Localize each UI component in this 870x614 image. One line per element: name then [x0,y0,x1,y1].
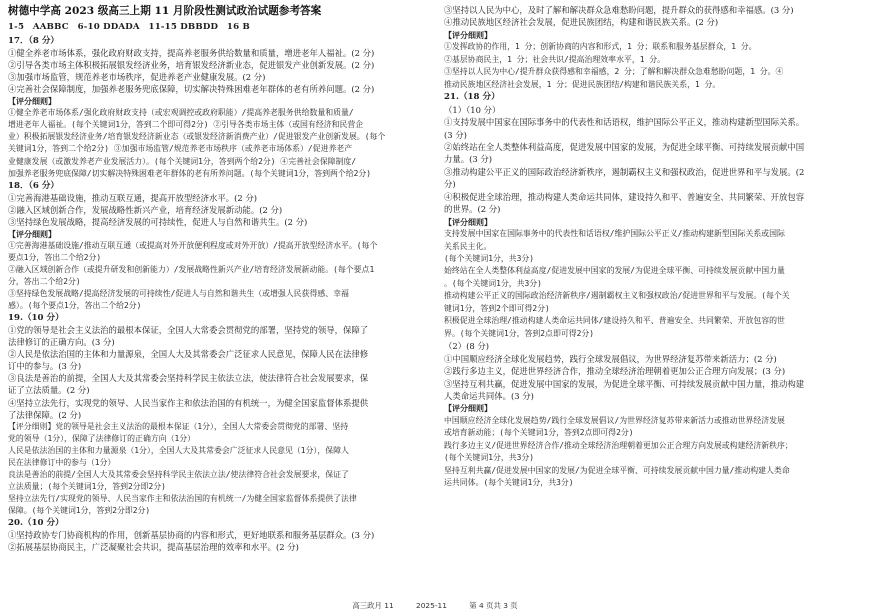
scoring-rule-line: 推动民族地区经济社会发展，1 分；促进民族团结/构建和谐民族关系，1 分。 [444,79,721,89]
answer-line: 的世界。(2 分) [444,204,501,215]
scoring-rule-line: 运共同体。(每个关键词1分，共3分) [444,478,574,488]
scoring-rule-line: ①发挥政协的作用，1 分；创新协商的内容和形式，1 分；联系和服务基层群众，1 分。 [444,42,757,52]
answer-line: ③良法是善治的前提，全国人大及其常委会坚持科学民主依法立法，使法律符合社会发展要求，保 [8,373,369,384]
answer-line: ①坚持政协专门协商机构的作用，创新基层协商的内容和形式，更好地联系和服务基层群众。(3 分) [8,530,375,541]
scoring-rules-heading: 【评分细则】 [444,403,492,414]
answer-line: ①中国顺应经济全球化发展趋势，践行全球发展倡议，为世界经济复苏带来新活力；(2 分) [444,353,777,364]
question-number: 20.（10 分） [8,518,64,528]
question-number: 19.（10 分） [8,313,64,324]
scoring-rule-line: 分，答出二个给2分) [8,277,81,286]
scoring-rule-line: ③坚持绿色发展战略/提高经济发展的可持续性/促进人与自然和谐共生（或增强人民获得感、幸福 [8,289,349,299]
answer-line: ④积极促进全球治理，推动构建人类命运共同体，建设持久和平、普遍安全、共同繁荣、开放包容 [444,191,805,202]
document-title: 树德中学高 2023 级高三上期 11 月阶段性测试政治试题参考答案 [8,5,322,17]
scoring-rule-line: (每个关键词1分，共3分) [444,453,535,463]
answer-line: ②融入区域创新合作，发展战略性新兴产业，培育经济发展新动能。(2 分) [8,204,283,215]
scoring-rules-heading: 【评分细则】 [444,216,492,227]
answer-line: 力量。(3 分) [444,154,493,165]
answer-line: (3 分) [444,129,467,140]
scoring-rule-line: 业）积极拓展银发经济业务/培育银发经济新业态（或银发经济新消费产业）/促进银发产业创新发展。(每个 [8,132,386,142]
scoring-rules-heading: 【评分细则】 [444,29,492,40]
answer-line: ②人民是依法治国的主体和力量源泉，全国人大及其常委会广泛征求人民意见，保障人民在法律修 [8,349,369,360]
question-number: 18．（6 分） [8,180,60,191]
scoring-rule-line: 践行多边主义/促进世界经济合作/推动全球经济治理朝着更加公正合理方向发展或构建经济新秩序； [444,440,793,450]
scoring-rule-line: ③坚持以人民为中心/提升群众获得感和幸福感，2 分；了解和解决群众急难愁盼问题，1 分。④ [444,67,784,77]
answer-line: ②引导各类市场主体积极拓展银发经济业务，培育银发经济新业态，促进银发产业创新发展。(2 分) [8,60,375,71]
scoring-rules-heading: 【评分细则】 [8,228,56,239]
footer-page-number: 第 4 页共 3 页 [469,601,518,610]
scoring-rule-line: 民在法律修订中的参与（1分） [8,457,116,467]
scoring-rule-line: 推动构建公平正义的国际政治经济新秩序/遏制霸权主义和强权政治/促进世界和平与发展。(每个关 [444,291,790,301]
answer-line: ③推动构建公平正义的国际政治经济新秩序，遏制霸权主义和强权政治，促进世界和平与发展。(2 [444,166,805,177]
answer-line: （1）（10 分） [444,104,501,115]
scoring-rule-line: 始终站在全人类整体利益高度/促进发展中国家的发展/为促进全球平衡、可持续发展贡献中国力量 [444,266,785,276]
answer-line: ④坚持立法先行，实现党的领导、人民当家作主和依法治国的有机统一，为健全国家监督体系提供 [8,397,369,408]
scoring-rule-line: 党的领导（1分），保障了法律修订的正确方向（1分） [8,433,196,443]
answer-line: ②始终站在全人类整体利益高度，促进发展中国家的发展，为促进全球平衡、可持续发展贡献中国 [444,141,805,152]
scoring-rule-line: 业健康发展（或激发养老产业发展活力）。(每个关键词1分，答到两个给2分) ④完善社会保障制度/ [8,156,357,166]
answer-line: ①党的领导是社会主义法治的最根本保证，全国人大常委会贯彻党的部署，坚持党的领导，保障了 [8,325,369,336]
scoring-rule-line: 坚持互利共赢/促进发展中国家的发展/为促进全球平衡、可持续发展贡献中国力量/推动构建人类命 [444,465,790,475]
scoring-rule-line: 要点1分，答出二个给2分) [8,252,102,262]
answer-line: ③坚持绿色发展战略，提高经济发展的可持续性，促进人与自然和谐共生。(2 分) [8,216,308,227]
answer-line: （2）(8 分) [444,341,489,352]
scoring-rule-line: 保障。(每个关键词1分，答到2分即2分) [8,505,151,515]
scoring-rule-line: 。(每个关键词1分，共3分) [444,278,542,288]
scoring-rule-line: ②融入区域创新合作（或提升研发和创新能力）/发展战略性新兴产业/培育经济发展新动能。(每个要点1 [8,264,375,274]
scoring-rule-line: 支持发展中国家在国际事务中的代表性和话语权/维护国际公平正义/推动构建新型国际关系或国际 [444,229,785,239]
scoring-rule-line: 感）。(每个要点1分，答出二个给2分) [8,301,142,311]
answer-line: ②拓展基层协商民主，广泛凝聚社会共识，提高基层治理的效率和水平。(2 分) [8,542,299,553]
scoring-rule-line: 关键词1分，答到二个给2分) ③加强市场监管/规范养老市场秩序（或养老市场体系）/促进养老产 [8,144,353,154]
page-footer [0,600,870,611]
scoring-rule-line: 界。(每个关键词1分，答到2点即可得2分) [444,328,595,338]
choice-answers: 1-5 AABBC 6-10 DDADA 11-15 DBBDD 16 B [8,22,250,32]
scoring-rule-line: ①完善海港基础设施/推动互联互通（或提高对外开放便利程度或对外开放）/提高开放型经济水平。(每个 [8,240,378,250]
answer-line: 证了立法质量。(2 分) [8,385,90,396]
answer-line: 人类命运共同体。(3 分) [444,390,534,401]
answer-line: ④完善社会保障制度，加强养老服务兜底保障，切实解决特殊困难老年群体的老有所养问题。(2 分) [8,84,375,95]
question-number: 21.（18 分） [444,92,500,103]
scoring-rule-line: 中国顺应经济全球化发展趋势/践行全球发展倡议/为世界经济复苏带来新活力或推动世界经济发展 [444,415,785,425]
scoring-rules-heading: 【评分细则】 [8,96,56,107]
scoring-rule-line: 增进老年人福祉。(每个关键词1分，答到二个即可得2分) ②引导各类市场主体（或国有经济和民营企 [8,120,364,130]
footer-course: 高三政月 11 [352,601,394,610]
scoring-rule-line: 【评分细则】党的领导是社会主义法治的最根本保证（1分），全国人大常委会贯彻党的部署、坚持 [8,421,349,431]
answer-line: 分) [444,179,456,190]
scoring-rule-line: ①健全养老市场体系/强化政府财政支持（或宏观调控或政府职能）/提高养老服务供给数量和质量/ [8,108,354,118]
scoring-rule-line: 关系民主化。 [444,241,492,251]
answer-line: 订中的参与。(3 分) [8,361,82,372]
answer-line: ③坚持以人民为中心，及时了解和解决群众急难愁盼问题，提升群众的获得感和幸福感。(3 分) [444,5,794,15]
scoring-rule-line: 立法质量；(每个关键词1分，答到2分即2分) [8,481,166,491]
scoring-rule-line: 积极促进全球治理/推动构建人类命运共同体/建设持久和平、普遍安全、共同繁荣、开放包容的世 [444,316,785,326]
scoring-rule-line: 坚持立法先行/实现党的领导、人民当家作主和依法治国的有机统一/为健全国家监督体系提供了法律 [8,493,357,503]
scoring-rule-line: 人民是依法治国的主体和力量源泉（1分），全国人大及其常委会广泛征求人民意见（1分），保障人 [8,445,349,455]
answer-line: ④推动民族地区经济社会发展，促进民族团结，构建和谐民族关系。(2 分) [444,17,719,28]
answer-line: 法律修订的正确方向。(3 分) [8,337,115,348]
answer-line: ①支持发展中国家在国际事务中的代表性和话语权，维护国际公平正义，推动构建新型国际关系。 [444,117,805,128]
answer-line: ①完善海港基础设施，推动互联互通，提高开放型经济水平。(2 分) [8,192,258,203]
answer-line: 了法律保障。(2 分) [8,409,82,420]
answer-line: ①健全养老市场体系，强化政府财政支持，提高养老服务供给数量和质量，增进老年人福祉。(2 分) [8,48,375,59]
scoring-rule-line: 键词1分，答到2个即可得2分) [444,303,550,313]
answer-line: ③加强市场监管，规范养老市场秩序，促进养老产业健康发展。(2 分) [8,72,266,83]
scoring-rule-line: 良法是善治的前提/全国人大及其常委会坚持科学民主依法立法/使法律符合社会发展要求，保证了 [8,469,349,479]
scoring-rule-line: (每个关键词1分，共3分) [444,254,535,263]
scoring-rule-line: ②基层协商民主，1 分；社会共识/提高治理效率水平，1 分。 [444,54,666,64]
answer-line: ③坚持互利共赢，促进发展中国家的发展，为促进全球平衡、可持续发展贡献中国力量，推动构建 [444,378,805,389]
scoring-rule-line: 或培育新动能；(每个关键词1分，答到2点即可得2分) [444,428,634,438]
answer-line: ②践行多边主义，促进世界经济合作，推动全球经济治理朝着更加公正合理方向发展；(3 分) [444,366,786,377]
scoring-rule-line: 加强养老服务兜底保障/切实解决特殊困难老年群体的老有所养问题。(每个关键词1分，答到两个给2分) [8,168,372,178]
question-number: 17．（8 分） [8,36,60,46]
footer-date: 2025-11 [416,601,447,610]
